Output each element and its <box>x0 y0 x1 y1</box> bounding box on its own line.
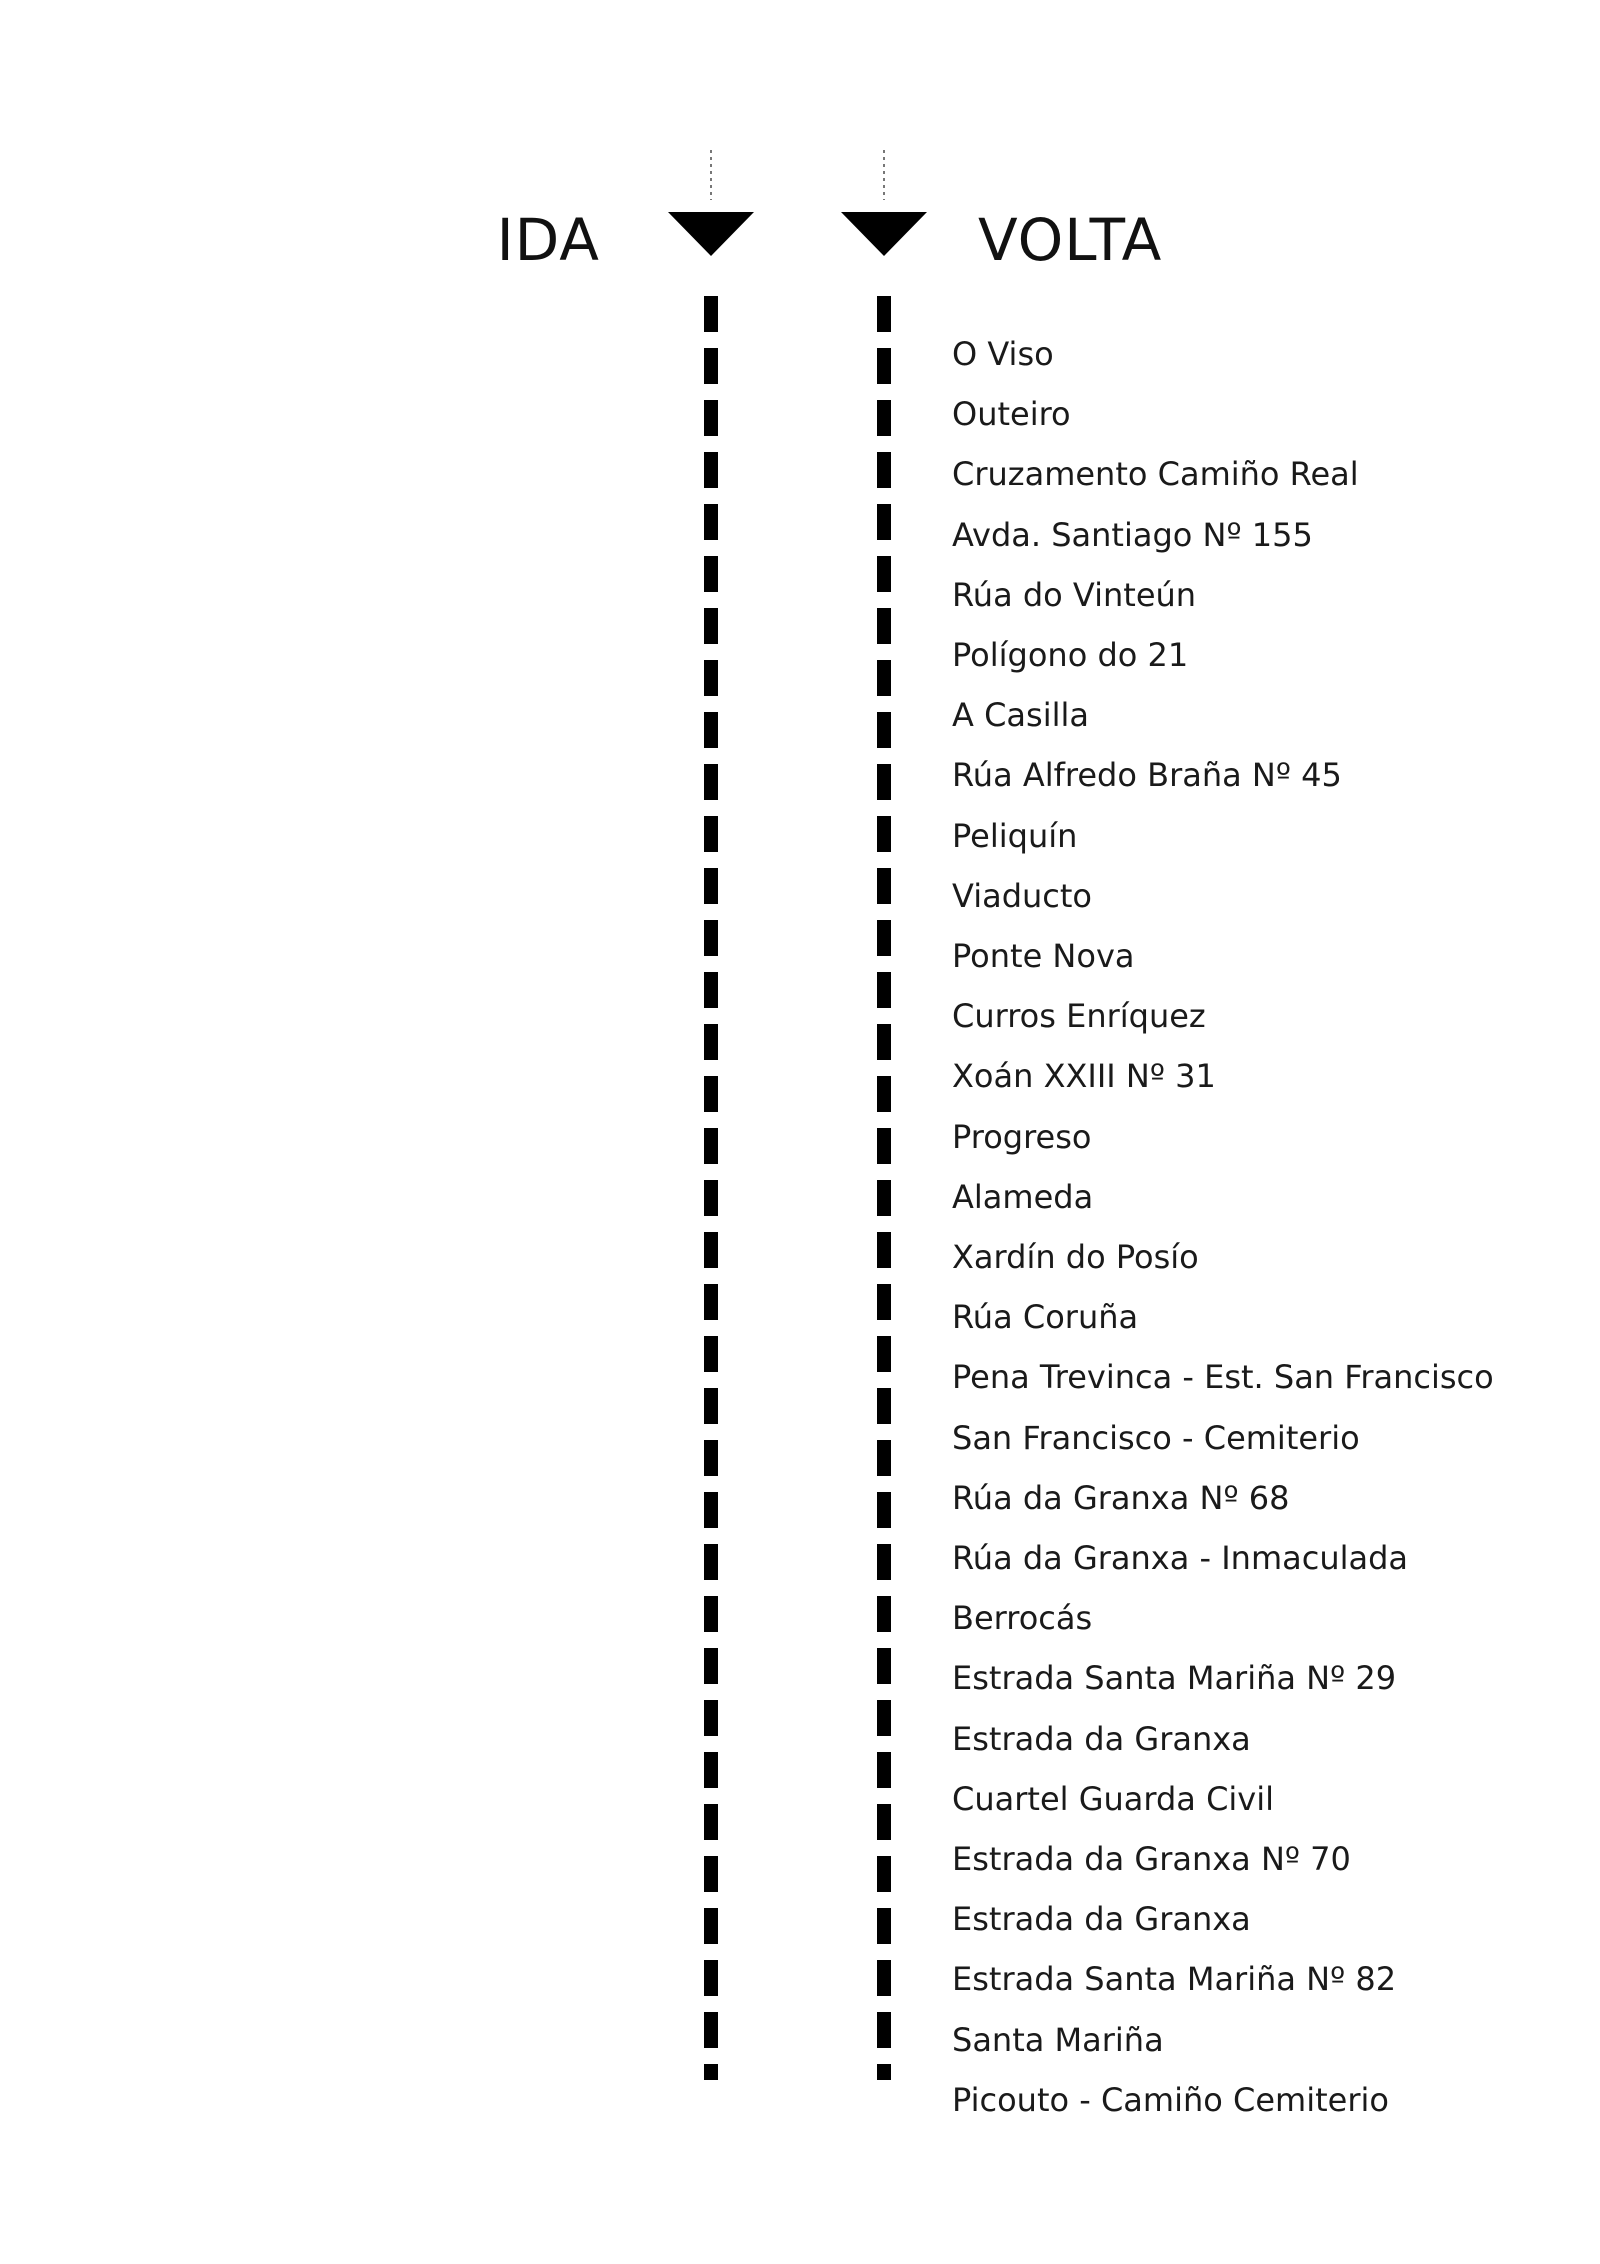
volta-stop: Avda. Santiago Nº 155 <box>952 515 1313 554</box>
volta-heading: VOLTA <box>978 206 1163 274</box>
volta-stop: Outeiro <box>952 395 1071 434</box>
volta-stop: Alameda <box>952 1177 1094 1216</box>
volta-stop: Polígono do 21 <box>952 636 1189 674</box>
volta-stop: Berrocás <box>952 1599 1093 1638</box>
volta-stop: Viaducto <box>952 876 1092 915</box>
volta-stop: San Francisco - Cemiterio <box>952 1418 1360 1457</box>
volta-stop: Santa Mariña <box>952 2020 1164 2059</box>
volta-stop: Rúa da Granxa - Inmaculada <box>952 1539 1409 1577</box>
volta-stop: Picouto - Camiño Cemiterio <box>952 2080 1389 2119</box>
volta-stop: Xoán XXIII Nº 31 <box>952 1057 1216 1096</box>
volta-stop: Rúa do Vinteún <box>952 575 1197 614</box>
volta-stop: Cuartel Guarda Civil <box>952 1779 1275 1818</box>
volta-stop: Cruzamento Camiño Real <box>952 455 1359 494</box>
volta-stop: Rúa Alfredo Braña Nº 45 <box>952 756 1342 795</box>
volta-stop: Curros Enríquez <box>952 997 1206 1036</box>
volta-stop: Estrada Santa Mariña Nº 82 <box>952 1960 1397 1999</box>
volta-stop: Progreso <box>952 1117 1092 1156</box>
volta-stop: A Casilla <box>952 696 1089 735</box>
volta-stop: Pena Trevinca - Est. San Francisco <box>952 1358 1494 1397</box>
volta-stop: Estrada Santa Mariña Nº 29 <box>952 1659 1397 1698</box>
volta-stop: Rúa Coruña <box>952 1298 1139 1337</box>
volta-stop: Peliquín <box>952 816 1078 855</box>
volta-stop: O Viso <box>952 335 1054 373</box>
volta-stop: Estrada da Granxa <box>952 1900 1251 1939</box>
ida-direction-arrow-icon <box>668 150 754 256</box>
volta-stop: Estrada da Granxa Nº 70 <box>952 1840 1351 1878</box>
volta-stop: Ponte Nova <box>952 937 1135 975</box>
volta-direction-arrow-icon <box>841 150 927 256</box>
volta-stop: Rúa da Granxa Nº 68 <box>952 1478 1290 1517</box>
volta-stop: Xardín do Posío <box>952 1238 1199 1276</box>
volta-stop: Estrada da Granxa <box>952 1719 1251 1758</box>
ida-heading: IDA <box>496 206 600 274</box>
